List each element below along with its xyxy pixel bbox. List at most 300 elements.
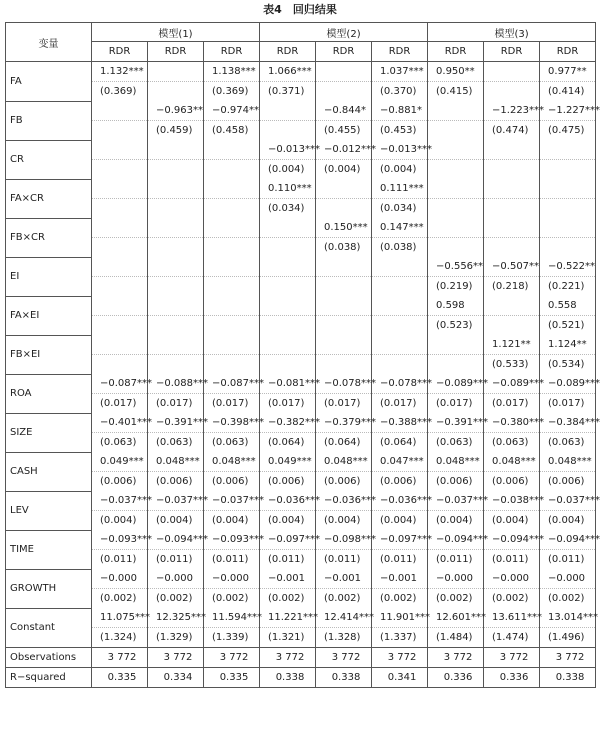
std-error-cell xyxy=(92,199,148,219)
coefficient-cell: 0.558 xyxy=(540,296,596,316)
std-error-cell xyxy=(204,199,260,219)
coefficient-cell: −0.097*** xyxy=(260,530,316,550)
table-row xyxy=(6,608,596,628)
std-error-cell xyxy=(540,238,596,258)
coefficient-cell: −0.089*** xyxy=(428,374,484,394)
std-error-cell xyxy=(92,121,148,141)
column-header: RDR xyxy=(372,42,428,62)
std-error-cell: (0.415) xyxy=(428,82,484,102)
std-error-cell: (0.459) xyxy=(148,121,204,141)
std-error-cell: (0.064) xyxy=(260,433,316,453)
coefficient-cell: −0.000 xyxy=(428,569,484,589)
table-row xyxy=(6,355,596,375)
std-error-cell: (0.011) xyxy=(148,550,204,570)
coefficient-cell: −0.000 xyxy=(540,569,596,589)
std-error-cell xyxy=(484,316,540,336)
coefficient-cell xyxy=(540,218,596,238)
table-row xyxy=(6,218,596,238)
coefficient-cell: 12.325*** xyxy=(148,608,204,628)
coefficient-cell: −0.089*** xyxy=(540,374,596,394)
std-error-cell: (1.324) xyxy=(92,628,148,648)
coefficient-cell: −0.078*** xyxy=(372,374,428,394)
std-error-cell xyxy=(428,238,484,258)
variable-name: GROWTH xyxy=(6,569,92,608)
coefficient-cell xyxy=(148,179,204,199)
std-error-cell: (0.414) xyxy=(540,82,596,102)
model-header: 模型(1) xyxy=(92,23,260,42)
statistic-cell: 3 772 xyxy=(92,648,148,668)
std-error-cell: (0.006) xyxy=(260,472,316,492)
std-error-cell: (0.017) xyxy=(428,394,484,414)
column-header: RDR xyxy=(204,42,260,62)
std-error-cell xyxy=(204,277,260,297)
coefficient-cell: 12.414*** xyxy=(316,608,372,628)
variable-name: Observations xyxy=(6,648,92,668)
coefficient-cell xyxy=(92,101,148,121)
std-error-cell: (0.006) xyxy=(92,472,148,492)
coefficient-cell xyxy=(204,335,260,355)
coefficient-cell xyxy=(204,257,260,277)
std-error-cell xyxy=(92,355,148,375)
std-error-cell: (0.011) xyxy=(428,550,484,570)
table-row xyxy=(6,335,596,355)
variable-name: R−squared xyxy=(6,668,92,688)
table-row xyxy=(6,121,596,141)
coefficient-cell xyxy=(428,335,484,355)
table-row xyxy=(6,589,596,609)
coefficient-cell: −0.000 xyxy=(92,569,148,589)
table-row xyxy=(6,238,596,258)
coefficient-cell: −0.098*** xyxy=(316,530,372,550)
table-row xyxy=(6,550,596,570)
coefficient-cell: 0.048*** xyxy=(204,452,260,472)
std-error-cell xyxy=(148,277,204,297)
std-error-cell xyxy=(540,160,596,180)
std-error-cell: (0.521) xyxy=(540,316,596,336)
std-error-cell: (0.004) xyxy=(484,511,540,531)
coefficient-cell: −0.384*** xyxy=(540,413,596,433)
coefficient-cell: −0.391*** xyxy=(428,413,484,433)
std-error-cell: (1.339) xyxy=(204,628,260,648)
std-error-cell xyxy=(428,121,484,141)
coefficient-cell: 0.147*** xyxy=(372,218,428,238)
coefficient-cell xyxy=(484,179,540,199)
coefficient-cell xyxy=(428,101,484,121)
std-error-cell: (0.063) xyxy=(428,433,484,453)
std-error-cell: (1.474) xyxy=(484,628,540,648)
statistic-cell: 0.341 xyxy=(372,668,428,688)
variable-name: Constant xyxy=(6,608,92,648)
variable-name: CR xyxy=(6,140,92,179)
coefficient-cell xyxy=(260,218,316,238)
coefficient-cell: −0.001 xyxy=(372,569,428,589)
std-error-cell: (0.002) xyxy=(148,589,204,609)
std-error-cell: (0.017) xyxy=(260,394,316,414)
coefficient-cell: −0.087*** xyxy=(204,374,260,394)
coefficient-cell xyxy=(372,296,428,316)
header-row-columns xyxy=(6,42,596,62)
table-row xyxy=(6,257,596,277)
coefficient-cell: −0.037*** xyxy=(92,491,148,511)
std-error-cell xyxy=(260,355,316,375)
statistic-cell: 0.338 xyxy=(260,668,316,688)
coefficient-cell xyxy=(260,296,316,316)
coefficient-cell: 11.901*** xyxy=(372,608,428,628)
std-error-cell xyxy=(260,238,316,258)
table-row xyxy=(6,394,596,414)
std-error-cell: (0.221) xyxy=(540,277,596,297)
coefficient-cell xyxy=(484,140,540,160)
std-error-cell: (0.474) xyxy=(484,121,540,141)
coefficient-cell: −0.094*** xyxy=(484,530,540,550)
table-row xyxy=(6,433,596,453)
variable-name: FB xyxy=(6,101,92,140)
model-header: 模型(2) xyxy=(260,23,428,42)
std-error-cell: (0.002) xyxy=(204,589,260,609)
table-row xyxy=(6,101,596,121)
std-error-cell xyxy=(428,355,484,375)
table-row xyxy=(6,199,596,219)
coefficient-cell xyxy=(484,296,540,316)
coefficient-cell: −0.012*** xyxy=(316,140,372,160)
coefficient-cell xyxy=(92,140,148,160)
coefficient-cell: −0.038*** xyxy=(484,491,540,511)
coefficient-cell xyxy=(316,335,372,355)
coefficient-cell: −0.398*** xyxy=(204,413,260,433)
coefficient-cell: 0.048*** xyxy=(484,452,540,472)
table-row xyxy=(6,511,596,531)
std-error-cell: (0.034) xyxy=(372,199,428,219)
std-error-cell: (0.004) xyxy=(372,160,428,180)
std-error-cell: (0.011) xyxy=(260,550,316,570)
coefficient-cell: −0.382*** xyxy=(260,413,316,433)
coefficient-cell: −0.380*** xyxy=(484,413,540,433)
column-header: RDR xyxy=(92,42,148,62)
std-error-cell: (0.534) xyxy=(540,355,596,375)
std-error-cell: (0.002) xyxy=(316,589,372,609)
std-error-cell: (0.004) xyxy=(428,511,484,531)
statistic-cell: 0.336 xyxy=(484,668,540,688)
std-error-cell: (0.017) xyxy=(372,394,428,414)
variable-name: FB×EI xyxy=(6,335,92,374)
std-error-cell: (0.038) xyxy=(316,238,372,258)
coefficient-cell xyxy=(484,218,540,238)
std-error-cell: (0.006) xyxy=(428,472,484,492)
std-error-cell: (0.004) xyxy=(316,160,372,180)
variable-name: FB×CR xyxy=(6,218,92,257)
coefficient-cell xyxy=(148,218,204,238)
coefficient-cell: −0.097*** xyxy=(372,530,428,550)
coefficient-cell: 1.124** xyxy=(540,335,596,355)
coefficient-cell: −0.037*** xyxy=(428,491,484,511)
std-error-cell: (0.017) xyxy=(316,394,372,414)
std-error-cell xyxy=(148,82,204,102)
coefficient-cell: −0.013*** xyxy=(260,140,316,160)
std-error-cell: (0.371) xyxy=(260,82,316,102)
coefficient-cell xyxy=(92,257,148,277)
coefficient-cell: 1.037*** xyxy=(372,62,428,82)
coefficient-cell: −0.037*** xyxy=(148,491,204,511)
coefficient-cell: −0.507** xyxy=(484,257,540,277)
std-error-cell xyxy=(484,199,540,219)
std-error-cell: (0.004) xyxy=(260,511,316,531)
statistic-cell: 3 772 xyxy=(148,648,204,668)
std-error-cell: (0.063) xyxy=(148,433,204,453)
coefficient-cell: −0.556** xyxy=(428,257,484,277)
coefficient-cell xyxy=(428,140,484,160)
table-title: 表4 回归结果 xyxy=(263,3,337,16)
std-error-cell xyxy=(204,160,260,180)
statistic-cell: 0.334 xyxy=(148,668,204,688)
std-error-cell: (0.533) xyxy=(484,355,540,375)
coefficient-cell: 0.150*** xyxy=(316,218,372,238)
coefficient-cell: 0.111*** xyxy=(372,179,428,199)
variable-name: CASH xyxy=(6,452,92,491)
coefficient-cell: −0.093*** xyxy=(92,530,148,550)
coefficient-cell: −0.094*** xyxy=(148,530,204,550)
std-error-cell xyxy=(148,238,204,258)
coefficient-cell xyxy=(148,62,204,82)
std-error-cell: (0.369) xyxy=(204,82,260,102)
statistic-cell: 0.338 xyxy=(540,668,596,688)
std-error-cell: (0.004) xyxy=(540,511,596,531)
std-error-cell: (0.370) xyxy=(372,82,428,102)
std-error-cell: (0.006) xyxy=(316,472,372,492)
coefficient-cell: 0.110*** xyxy=(260,179,316,199)
std-error-cell: (0.006) xyxy=(484,472,540,492)
coefficient-cell xyxy=(316,179,372,199)
coefficient-cell: −0.078*** xyxy=(316,374,372,394)
coefficient-cell xyxy=(148,257,204,277)
coefficient-cell: −0.089*** xyxy=(484,374,540,394)
coefficient-cell: −0.036*** xyxy=(372,491,428,511)
coefficient-cell: 1.066*** xyxy=(260,62,316,82)
std-error-cell xyxy=(148,160,204,180)
table-row xyxy=(6,140,596,160)
coefficient-cell: 0.048*** xyxy=(428,452,484,472)
std-error-cell xyxy=(316,316,372,336)
coefficient-cell xyxy=(540,179,596,199)
variable-name: LEV xyxy=(6,491,92,530)
table-row xyxy=(6,530,596,550)
table-row xyxy=(6,472,596,492)
coefficient-cell: −0.087*** xyxy=(92,374,148,394)
std-error-cell: (0.034) xyxy=(260,199,316,219)
coefficient-cell xyxy=(148,335,204,355)
coefficient-cell xyxy=(204,140,260,160)
std-error-cell: (0.002) xyxy=(92,589,148,609)
std-error-cell xyxy=(428,160,484,180)
coefficient-cell: −0.000 xyxy=(484,569,540,589)
std-error-cell: (1.484) xyxy=(428,628,484,648)
column-header: RDR xyxy=(484,42,540,62)
coefficient-cell: −0.013*** xyxy=(372,140,428,160)
std-error-cell xyxy=(148,355,204,375)
coefficient-cell xyxy=(260,257,316,277)
std-error-cell: (0.004) xyxy=(260,160,316,180)
column-header: RDR xyxy=(148,42,204,62)
std-error-cell: (0.064) xyxy=(372,433,428,453)
table-row xyxy=(6,296,596,316)
coefficient-cell: −0.001 xyxy=(316,569,372,589)
statistic-cell: 3 772 xyxy=(372,648,428,668)
coefficient-cell: 0.598 xyxy=(428,296,484,316)
coefficient-cell: 0.048*** xyxy=(316,452,372,472)
std-error-cell: (0.063) xyxy=(92,433,148,453)
std-error-cell: (0.011) xyxy=(540,550,596,570)
std-error-cell: (0.369) xyxy=(92,82,148,102)
coefficient-cell xyxy=(316,62,372,82)
coefficient-cell xyxy=(204,179,260,199)
std-error-cell: (0.063) xyxy=(204,433,260,453)
variable-name: EI xyxy=(6,257,92,296)
coefficient-cell: 0.977** xyxy=(540,62,596,82)
coefficient-cell: 11.075*** xyxy=(92,608,148,628)
std-error-cell: (0.017) xyxy=(484,394,540,414)
coefficient-cell: 0.049*** xyxy=(260,452,316,472)
std-error-cell: (0.004) xyxy=(204,511,260,531)
coefficient-cell: −0.094*** xyxy=(540,530,596,550)
coefficient-cell: −1.227*** xyxy=(540,101,596,121)
column-header: RDR xyxy=(428,42,484,62)
statistic-cell: 3 772 xyxy=(540,648,596,668)
table-body xyxy=(6,62,600,688)
coefficient-cell: −0.974** xyxy=(204,101,260,121)
coefficient-cell: −0.037*** xyxy=(540,491,596,511)
coefficient-cell: −0.093*** xyxy=(204,530,260,550)
table-row xyxy=(6,452,596,472)
statistic-cell: 3 772 xyxy=(428,648,484,668)
coefficient-cell: 13.014*** xyxy=(540,608,596,628)
coefficient-cell: 11.594*** xyxy=(204,608,260,628)
coefficient-cell: −0.391*** xyxy=(148,413,204,433)
std-error-cell: (0.006) xyxy=(204,472,260,492)
std-error-cell: (0.011) xyxy=(484,550,540,570)
std-error-cell xyxy=(316,82,372,102)
coefficient-cell xyxy=(316,296,372,316)
coefficient-cell: 11.221*** xyxy=(260,608,316,628)
coefficient-cell xyxy=(148,140,204,160)
std-error-cell xyxy=(372,277,428,297)
std-error-cell: (0.011) xyxy=(372,550,428,570)
statistic-cell: 0.335 xyxy=(204,668,260,688)
std-error-cell xyxy=(372,355,428,375)
std-error-cell: (0.017) xyxy=(204,394,260,414)
std-error-cell xyxy=(92,160,148,180)
coefficient-cell xyxy=(204,296,260,316)
coefficient-cell: 0.950** xyxy=(428,62,484,82)
statistic-cell: 3 772 xyxy=(316,648,372,668)
std-error-cell: (0.006) xyxy=(540,472,596,492)
coefficient-cell xyxy=(260,335,316,355)
table-row xyxy=(6,62,596,82)
std-error-cell: (0.004) xyxy=(372,511,428,531)
std-error-cell xyxy=(92,238,148,258)
coefficient-cell: −0.379*** xyxy=(316,413,372,433)
coefficient-cell xyxy=(148,296,204,316)
coefficient-cell: −0.036*** xyxy=(260,491,316,511)
std-error-cell xyxy=(316,355,372,375)
std-error-cell xyxy=(204,316,260,336)
coefficient-cell: −0.963** xyxy=(148,101,204,121)
std-error-cell xyxy=(484,238,540,258)
coefficient-cell: −0.001 xyxy=(260,569,316,589)
table-row xyxy=(6,628,596,648)
std-error-cell xyxy=(540,199,596,219)
std-error-cell xyxy=(316,199,372,219)
std-error-cell xyxy=(316,277,372,297)
std-error-cell xyxy=(484,160,540,180)
table-row xyxy=(6,491,596,511)
coefficient-cell: −0.000 xyxy=(204,569,260,589)
std-error-cell xyxy=(260,316,316,336)
std-error-cell: (0.011) xyxy=(204,550,260,570)
coefficient-cell: 0.049*** xyxy=(92,452,148,472)
coefficient-cell xyxy=(316,257,372,277)
std-error-cell: (0.453) xyxy=(372,121,428,141)
coefficient-cell: −1.223*** xyxy=(484,101,540,121)
coefficient-cell: 0.048*** xyxy=(148,452,204,472)
coefficient-cell: 1.132*** xyxy=(92,62,148,82)
std-error-cell: (0.002) xyxy=(540,589,596,609)
coefficient-cell: 0.048*** xyxy=(540,452,596,472)
std-error-cell: (0.523) xyxy=(428,316,484,336)
std-error-cell: (0.004) xyxy=(316,511,372,531)
statistic-cell: 0.338 xyxy=(316,668,372,688)
std-error-cell xyxy=(204,238,260,258)
model-header: 模型(3) xyxy=(428,23,596,42)
table-row xyxy=(6,277,596,297)
std-error-cell: (0.064) xyxy=(316,433,372,453)
coefficient-cell: 0.047*** xyxy=(372,452,428,472)
std-error-cell xyxy=(260,121,316,141)
std-error-cell: (0.002) xyxy=(428,589,484,609)
coefficient-cell xyxy=(204,218,260,238)
table-row xyxy=(6,413,596,433)
variable-name: FA xyxy=(6,62,92,102)
statistic-cell: 3 772 xyxy=(204,648,260,668)
coefficient-cell: 13.611*** xyxy=(484,608,540,628)
coefficient-cell: 1.121** xyxy=(484,335,540,355)
std-error-cell xyxy=(372,316,428,336)
coefficient-cell: −0.088*** xyxy=(148,374,204,394)
std-error-cell: (0.218) xyxy=(484,277,540,297)
coefficient-cell: −0.388*** xyxy=(372,413,428,433)
std-error-cell: (0.011) xyxy=(92,550,148,570)
coefficient-cell: −0.081*** xyxy=(260,374,316,394)
std-error-cell: (0.038) xyxy=(372,238,428,258)
table-row xyxy=(6,569,596,589)
std-error-cell: (1.496) xyxy=(540,628,596,648)
variable-name: FA×CR xyxy=(6,179,92,218)
std-error-cell xyxy=(260,277,316,297)
std-error-cell: (0.017) xyxy=(148,394,204,414)
coefficient-cell: −0.000 xyxy=(148,569,204,589)
statistic-cell: 0.336 xyxy=(428,668,484,688)
coefficient-cell xyxy=(92,296,148,316)
table-row xyxy=(6,316,596,336)
coefficient-cell: −0.401*** xyxy=(92,413,148,433)
coefficient-cell xyxy=(92,179,148,199)
table-row xyxy=(6,160,596,180)
std-error-cell: (0.002) xyxy=(372,589,428,609)
std-error-cell: (0.006) xyxy=(372,472,428,492)
table-row xyxy=(6,668,596,688)
std-error-cell: (0.458) xyxy=(204,121,260,141)
coefficient-cell xyxy=(92,218,148,238)
variable-name: SIZE xyxy=(6,413,92,452)
coefficient-cell xyxy=(372,257,428,277)
